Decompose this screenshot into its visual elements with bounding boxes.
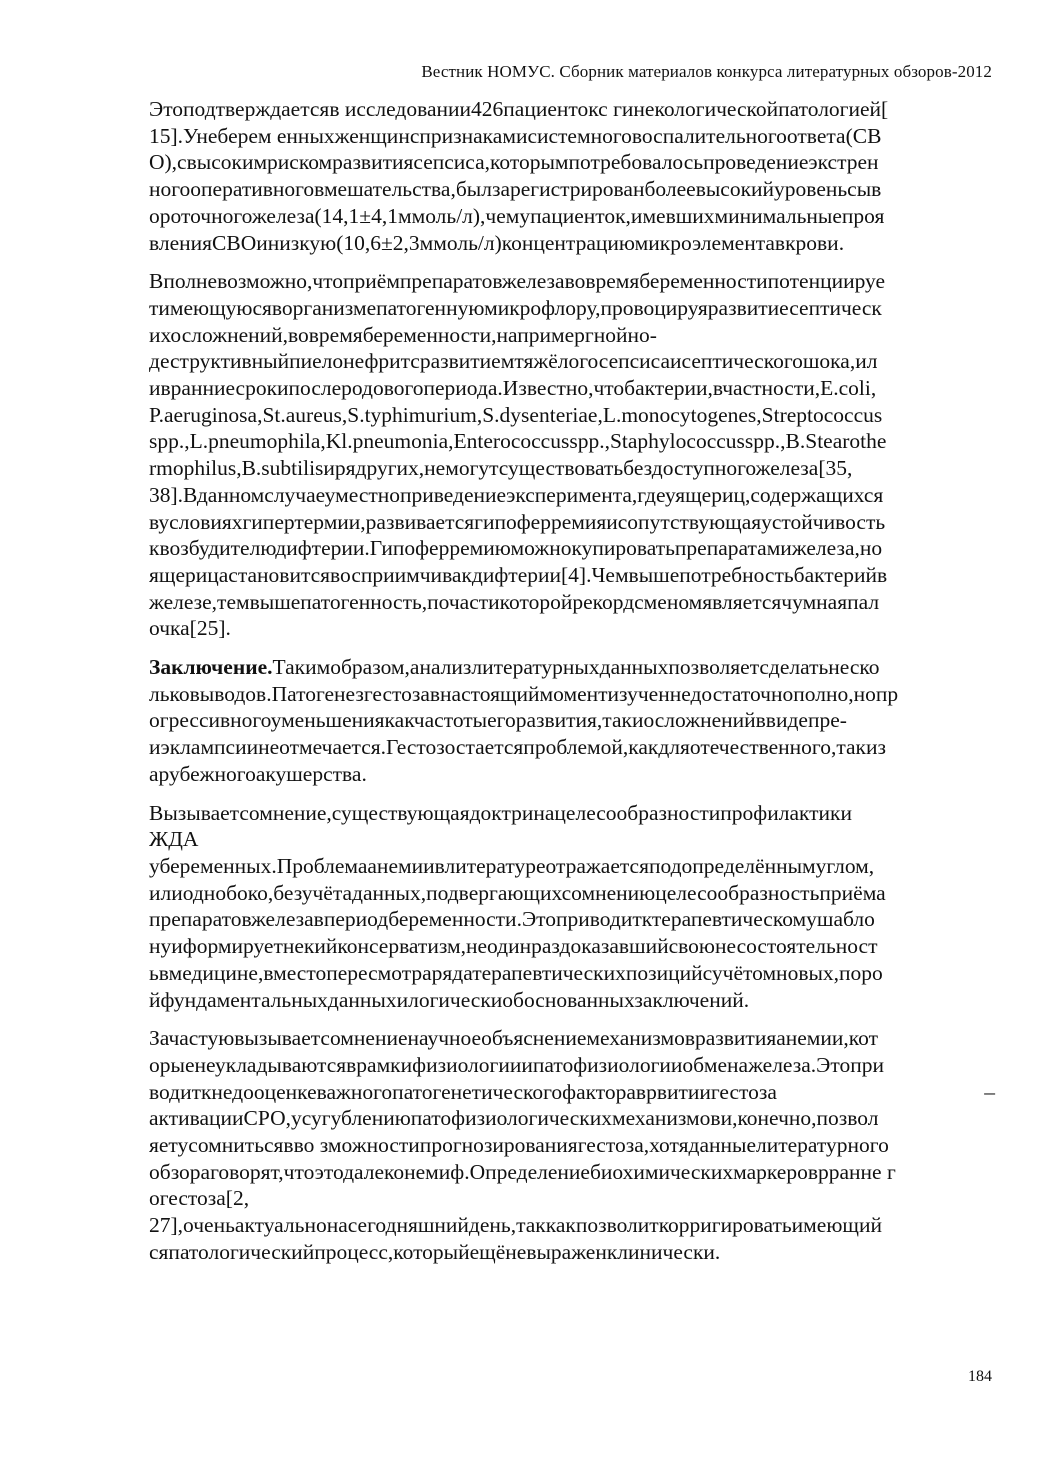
text-line: 38].Вданномслучаеуместноприведениеэксперимента,гдеуящериц,содержащихся (149, 482, 884, 507)
text-line: rmophilus,B.subtilisирядругих,немогутсуществоватьбездоступногожелеза[35, (149, 456, 853, 481)
text-line: Вызываетсомнение,существующаядоктринацелесообразностипрофилактики (149, 800, 853, 825)
text-line: деструктивныйпиелонефритсразвитиемтяжёлогосепсисаисептическогошока,ил (149, 349, 878, 374)
text-line: льковыводов.Патогенезгестозавнастоящиймоментизученнедостаточнополно,нопр (149, 681, 899, 706)
running-header: Вестник НОМУС. Сборник материалов конкурса литературных обзоров-2012 (421, 62, 992, 81)
paragraph-2 (149, 268, 995, 642)
paragraph-5 (149, 1025, 995, 1265)
dash-mark: – (984, 1079, 995, 1104)
text-line: огестоза[2, (149, 1186, 250, 1211)
text-line: очка[25]. (149, 616, 231, 641)
text-line: Зачастуювызываетсомнениенаучноеобъяснениемеханизмовразвитияанемии,кот (149, 1026, 879, 1051)
text-line: ногооперативноговмешательства,былзарегистрированболеевысокийуровеньсыв (149, 177, 882, 202)
text-line: ящерицастановитсявосприимчивакдифтерии[4].Чемвышепотребностьбактерийв (149, 562, 888, 587)
text-line: тимеющуюсяворганизмепатогеннуюмикрофлору,провоцируяразвитиесептическ (149, 295, 882, 320)
text-line: арубежногоакушерства. (149, 761, 367, 786)
text-line: илиоднобоко,безучётаданных,подвергающихсомнениюцелесообразностьприёма (149, 880, 886, 905)
text-line: железе,темвышепатогенность,почастикоторойрекордсменомявляетсячумнаяпал (149, 589, 880, 614)
text-line: Этоподтверждаетсяв исследовании426пациентокс гинекологическойпатологией[ (149, 97, 889, 121)
text-line: нуиформируетнекийконсерватизм,неодинраздоказавшийсвоюнесостоятельност (149, 934, 878, 959)
paragraph-1 (149, 96, 995, 256)
body-text (149, 96, 995, 1278)
conclusion-paragraph (149, 654, 995, 788)
text-line: йфундаментальныхданныхилогическиобоснованныхзаключений. (149, 987, 750, 1012)
text-line: сяпатологическийпроцесс,которыйещёневыраженклинически. (149, 1239, 721, 1264)
text-line: иэклампсиинеотмечается.Гестозостаетсяпроблемой,какдляотечественного,такиз (149, 735, 886, 760)
conclusion-text: Такимобразом,анализлитературныхданныхпозволяетсделатьнеско (272, 655, 880, 680)
text-line-left: водиткнедооценкеважногопатогенетическогофактораврвитиигестоза (149, 1079, 777, 1104)
text-line: P.aeruginosa,St.aureus,S.typhimurium,S.dysenteriae,L.monocytogenes,Streptococcus (149, 402, 883, 427)
text-line: ьвмедицине,вместопересмотрарядатерапевтическихпозицийсучётомновых,поро (149, 960, 883, 985)
conclusion-heading: Заключение. (149, 655, 273, 680)
text-line: квозбудителюдифтерии.Гипоферремиюможнокупироватьпрепаратамижелеза,но (149, 536, 883, 561)
text-line: ихосложнений,вовремябеременности,напримергнойно- (149, 322, 657, 347)
text-line: активацииСРО,усугублениюпатофизиологическихмеханизмови,конечно,позвол (149, 1106, 879, 1131)
text-line: ороточногожелеза(14,1±4,1ммоль/л),чемупациенток,имевшихминимальныепроя (149, 203, 885, 228)
text-line: препаратовжелезавпериодбеременности.Этоприводитктерапевтическомушабло (149, 907, 875, 932)
text-line: 27],оченьактуальнонасегодняшнийдень,таккакпозволиткорригироватьимеющий (149, 1213, 882, 1238)
text-line: орыенеукладываютсяврамкифизиологииипатофизиологииобменажелеза.Этопри (149, 1052, 884, 1077)
text-line: 15].Унеберем енныхженщинспризнакамисистемноговоспалительногоответа(СВ (149, 123, 882, 148)
text-line: вусловияхгипертермии,развиваетсягипоферремияисопутствующаяустойчивость (149, 509, 886, 534)
text-line: Вполневозможно,чтоприёмпрепаратовжелезавовремябеременностипотенциируе (149, 269, 886, 294)
text-line: ЖДА (149, 827, 199, 852)
page-number: 184 (968, 1368, 992, 1385)
text-line: spp.,L.pneumophila,Kl.pneumonia,Enterococcusspp.,Staphylococcusspp.,B.Stearothe (149, 429, 887, 454)
paragraph-4 (149, 800, 995, 1014)
text-line: обзораговорят,чтоэтодалеконемиф.Определениебиохимическихмаркероврранне г (149, 1159, 896, 1184)
text-line: О),свысокимрискомразвитиясепсиса,которымпотребовалосьпроведениеэкстрен (149, 150, 879, 175)
text-line (149, 654, 995, 681)
text-line: яетусомнитьсявво зможностипрогнозированиягестоза,хотяданныелитературного (149, 1133, 889, 1158)
text-line: убеременных.Проблемаанемиивлитературеотражаетсяподопределённымуглом, (149, 853, 875, 878)
text-line: вленияСВОинизкую(10,6±2,3ммоль/л)концентрациюмикроэлементавкрови. (149, 230, 845, 255)
text-line: огрессивногоуменьшениякакчастотыегоразвития,такиосложненийввидепре- (149, 708, 847, 733)
text-line-justified (149, 1079, 995, 1106)
text-line: ивранниесрокипослеродовогопериода.Известно,чтобактерии,вчастности,E.coli, (149, 376, 877, 401)
